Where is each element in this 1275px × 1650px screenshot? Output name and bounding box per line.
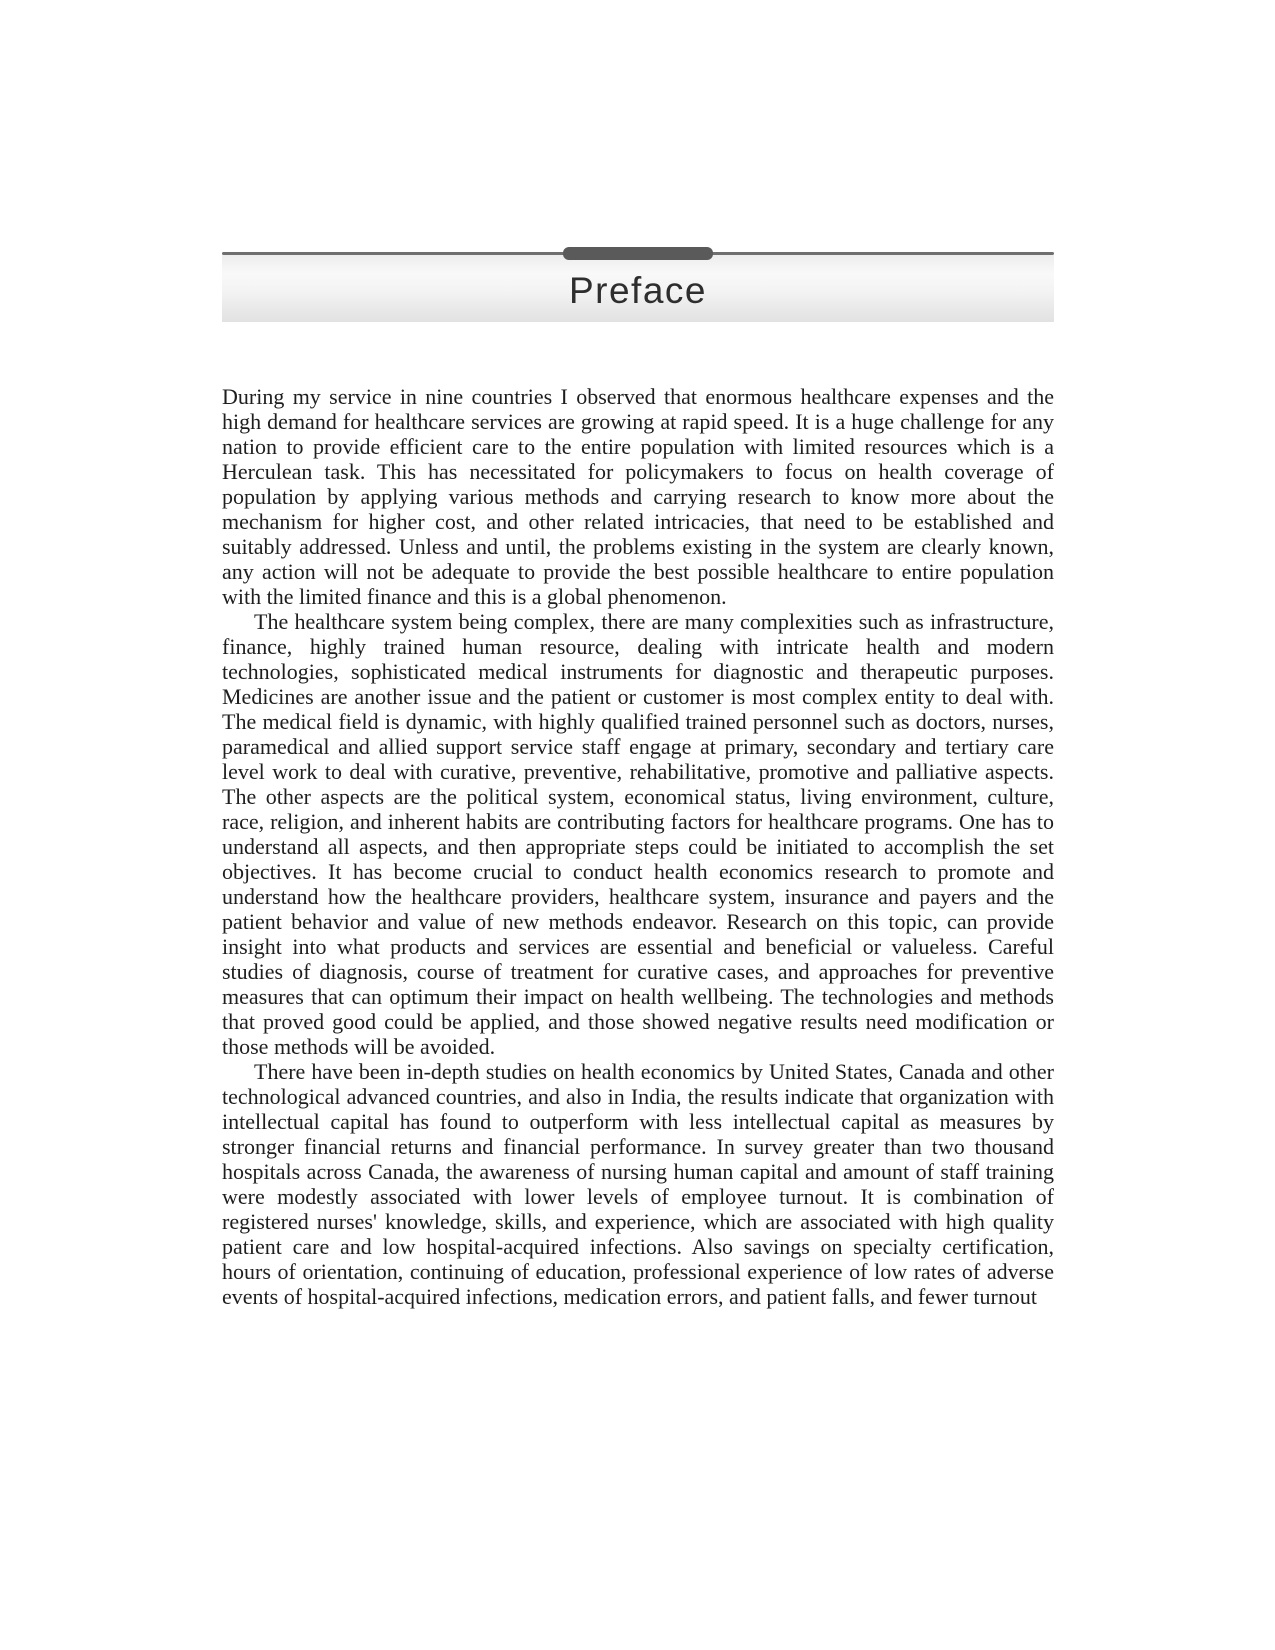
- page-title: Preface: [568, 269, 707, 311]
- preface-paragraph-2: The healthcare system being complex, there are many complexities such as infrastructure, finance, highly trained human resource, dealing with intricate health and modern technologies, sophisticated medical instruments for diagnostic and therapeutic purposes. Medicines are another issue and the patient or customer is most complex entity to deal with. The medical field is dynamic, with highly qualified trained personnel such as doctors, nurses, paramedical and allied support service staff engage at primary, secondary and tertiary care level work to deal with curative, preventive, rehabilitative, promotive and palliative aspects. The other aspects are the political system, economical status, living environment, culture, race, religion, and inherent habits are contributing factors for healthcare programs. One has to understand all aspects, and then appropriate steps could be initiated to accomplish the set objectives. It has become crucial to conduct health economics research to promote and understand how the healthcare providers, healthcare system, insurance and payers and the patient behavior and value of new methods endeavor. Research on this topic, can provide insight into what products and services are essential and beneficial or valueless. Careful studies of diagnosis, course of treatment for curative cases, and approaches for preventive measures that can optimum their impact on health wellbeing. The technologies and methods that proved good could be applied, and those showed negative results need modification or those methods will be avoided.: [222, 609, 1054, 1059]
- chapter-banner: [222, 252, 1054, 322]
- chapter-title-box: [222, 255, 1054, 322]
- preface-paragraph-1: During my service in nine countries I observed that enormous healthcare expenses and the high demand for healthcare services are growing at rapid speed. It is a huge challenge for any nation to provide efficient care to the entire population with limited resources which is a Herculean task. This has necessitated for policymakers to focus on health coverage of population by applying various methods and carrying research to know more about the mechanism for higher cost, and other related intricacies, that need to be established and suitably addressed. Unless and until, the problems existing in the system are clearly known, any action will not be adequate to provide the best possible healthcare to entire population with the limited finance and this is a global phenomenon.: [222, 384, 1054, 609]
- preface-paragraph-3: There have been in-depth studies on health economics by United States, Canada and other technological advanced countries, and also in India, the results indicate that organization with intellectual capital has found to outperform with less intellectual capital as measures by stronger financial returns and financial performance. In survey greater than two thousand hospitals across Canada, the awareness of nursing human capital and amount of staff training were modestly associated with lower levels of employee turnout. It is combination of registered nurses' knowledge, skills, and experience, which are associated with high quality patient care and low hospital-acquired infections. Also savings on specialty certification, hours of orientation, continuing of education, professional experience of low rates of adverse events of hospital-acquired infections, medication errors, and patient falls, and fewer turnout: [222, 1059, 1054, 1309]
- chapter-tab-bar: [563, 247, 713, 260]
- preface-body: [222, 384, 1054, 1309]
